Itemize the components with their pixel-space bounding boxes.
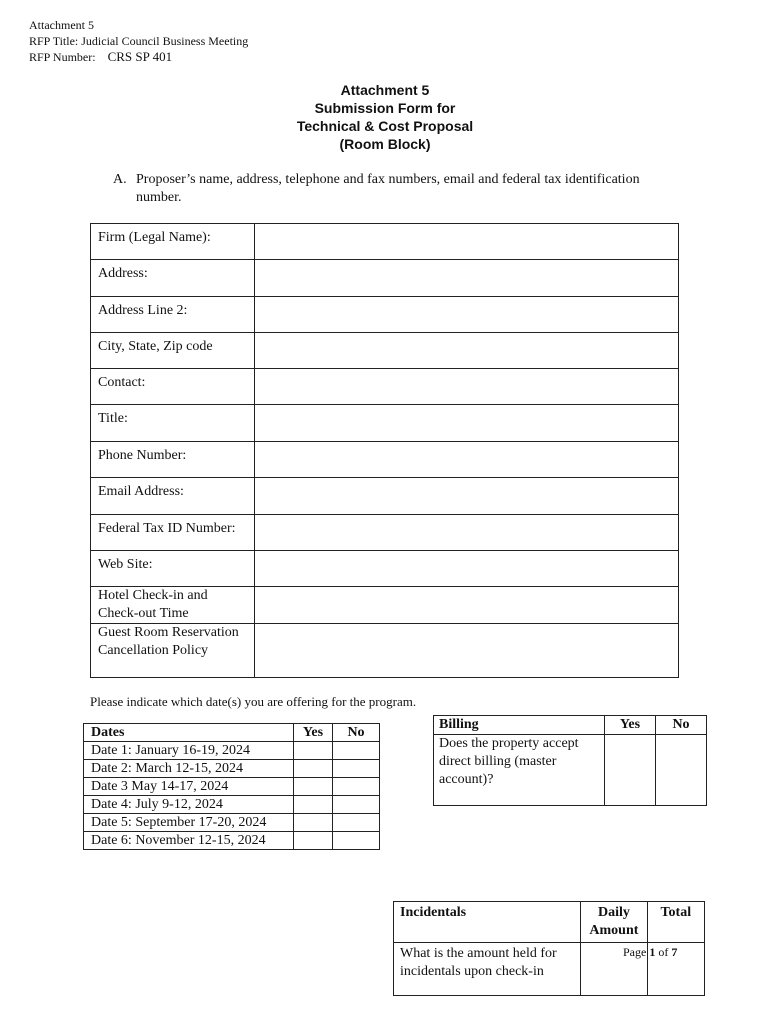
proposer-row bbox=[91, 587, 679, 624]
date-no-cell[interactable] bbox=[333, 832, 380, 850]
date-row bbox=[84, 760, 380, 778]
header-attachment: Attachment 5 bbox=[29, 18, 94, 32]
date-label: Date 3 May 14-17, 2024 bbox=[84, 778, 294, 796]
dates-header-no: No bbox=[333, 724, 380, 742]
header-rfp-number bbox=[29, 49, 248, 65]
field-value[interactable] bbox=[254, 478, 678, 515]
field-value[interactable] bbox=[254, 369, 678, 405]
proposer-row bbox=[91, 297, 679, 333]
proposer-row bbox=[91, 405, 679, 442]
date-yes-cell[interactable] bbox=[294, 796, 333, 814]
field-label: Address: bbox=[91, 260, 255, 297]
page-current: 1 bbox=[649, 945, 656, 959]
field-label: Email Address: bbox=[91, 478, 255, 515]
title-line-3: Technical & Cost Proposal bbox=[296, 118, 474, 134]
billing-header-no: No bbox=[656, 716, 707, 735]
page-number bbox=[623, 945, 677, 960]
proposer-info-table bbox=[90, 223, 679, 678]
field-value[interactable] bbox=[254, 624, 678, 678]
incidentals-header: Incidentals bbox=[394, 902, 581, 943]
billing-question: Does the property accept direct billing (master account)? bbox=[434, 735, 605, 806]
proposer-row bbox=[91, 224, 679, 260]
proposer-row bbox=[91, 478, 679, 515]
proposer-row bbox=[91, 442, 679, 478]
date-yes-cell[interactable] bbox=[294, 814, 333, 832]
date-yes-cell[interactable] bbox=[294, 742, 333, 760]
billing-header-yes: Yes bbox=[605, 716, 656, 735]
date-row bbox=[84, 832, 380, 850]
proposer-row bbox=[91, 260, 679, 297]
title-line-2: Submission Form for bbox=[314, 100, 456, 116]
rfp-number-label: RFP Number: bbox=[29, 50, 96, 64]
field-label: Guest Room Reservation Cancellation Policy bbox=[91, 624, 255, 678]
page-of: of bbox=[658, 945, 669, 959]
proposer-row bbox=[91, 369, 679, 405]
billing-row bbox=[434, 735, 707, 806]
section-a-text: Proposer’s name, address, telephone and fax numbers, email and federal tax identification number. bbox=[136, 172, 640, 205]
field-label: Title: bbox=[91, 405, 255, 442]
dates-offer-prompt: Please indicate which date(s) you are offering for the program. bbox=[90, 694, 417, 709]
title-line-4: (Room Block) bbox=[339, 136, 431, 152]
field-label: Hotel Check-in and Check-out Time bbox=[91, 587, 255, 624]
date-row bbox=[84, 796, 380, 814]
dates-table bbox=[83, 723, 380, 850]
field-value[interactable] bbox=[254, 224, 678, 260]
date-yes-cell[interactable] bbox=[294, 778, 333, 796]
field-value[interactable] bbox=[254, 515, 678, 551]
incidentals-question: What is the amount held for incidentals upon check-in bbox=[394, 943, 581, 996]
field-label: Web Site: bbox=[91, 551, 255, 587]
incidentals-header-daily: Daily Amount bbox=[581, 902, 647, 943]
field-value[interactable] bbox=[254, 405, 678, 442]
date-no-cell[interactable] bbox=[333, 796, 380, 814]
field-value[interactable] bbox=[254, 333, 678, 369]
date-no-cell[interactable] bbox=[333, 742, 380, 760]
date-no-cell[interactable] bbox=[333, 814, 380, 832]
field-label: Address Line 2: bbox=[91, 297, 255, 333]
section-a-label: A. bbox=[113, 172, 127, 187]
page-prefix: Page bbox=[623, 945, 647, 959]
field-value[interactable] bbox=[254, 260, 678, 297]
date-label: Date 4: July 9-12, 2024 bbox=[84, 796, 294, 814]
field-value[interactable] bbox=[254, 297, 678, 333]
date-label: Date 5: September 17-20, 2024 bbox=[84, 814, 294, 832]
proposer-row bbox=[91, 551, 679, 587]
proposer-row bbox=[91, 333, 679, 369]
date-no-cell[interactable] bbox=[333, 760, 380, 778]
billing-no-cell[interactable] bbox=[656, 735, 707, 806]
rfp-number-value: CRS SP 401 bbox=[107, 49, 173, 64]
billing-table bbox=[433, 715, 707, 806]
field-value[interactable] bbox=[254, 442, 678, 478]
billing-header: Billing bbox=[434, 716, 605, 735]
section-a bbox=[113, 171, 688, 207]
billing-header-row bbox=[434, 716, 707, 735]
date-row bbox=[84, 742, 380, 760]
proposer-row bbox=[91, 515, 679, 551]
date-yes-cell[interactable] bbox=[294, 832, 333, 850]
field-label: City, State, Zip code bbox=[91, 333, 255, 369]
date-row bbox=[84, 778, 380, 796]
date-no-cell[interactable] bbox=[333, 778, 380, 796]
header-rfp-title: RFP Title: Judicial Council Business Meeting bbox=[29, 34, 249, 48]
field-value[interactable] bbox=[254, 551, 678, 587]
field-label: Phone Number: bbox=[91, 442, 255, 478]
dates-header-row bbox=[84, 724, 380, 742]
page-total: 7 bbox=[671, 945, 678, 959]
field-label: Firm (Legal Name): bbox=[91, 224, 255, 260]
field-label: Contact: bbox=[91, 369, 255, 405]
field-value[interactable] bbox=[254, 587, 678, 624]
incidentals-header-total: Total bbox=[647, 902, 704, 943]
billing-yes-cell[interactable] bbox=[605, 735, 656, 806]
date-label: Date 1: January 16-19, 2024 bbox=[84, 742, 294, 760]
proposer-row bbox=[91, 624, 679, 678]
date-label: Date 2: March 12-15, 2024 bbox=[84, 760, 294, 778]
date-row bbox=[84, 814, 380, 832]
title-line-1: Attachment 5 bbox=[340, 82, 430, 98]
date-label: Date 6: November 12-15, 2024 bbox=[84, 832, 294, 850]
date-yes-cell[interactable] bbox=[294, 760, 333, 778]
dates-header-yes: Yes bbox=[294, 724, 333, 742]
field-label: Federal Tax ID Number: bbox=[91, 515, 255, 551]
form-title bbox=[0, 81, 770, 153]
document-header bbox=[29, 17, 248, 65]
incidentals-header-row bbox=[394, 902, 705, 943]
dates-header-dates: Dates bbox=[84, 724, 294, 742]
